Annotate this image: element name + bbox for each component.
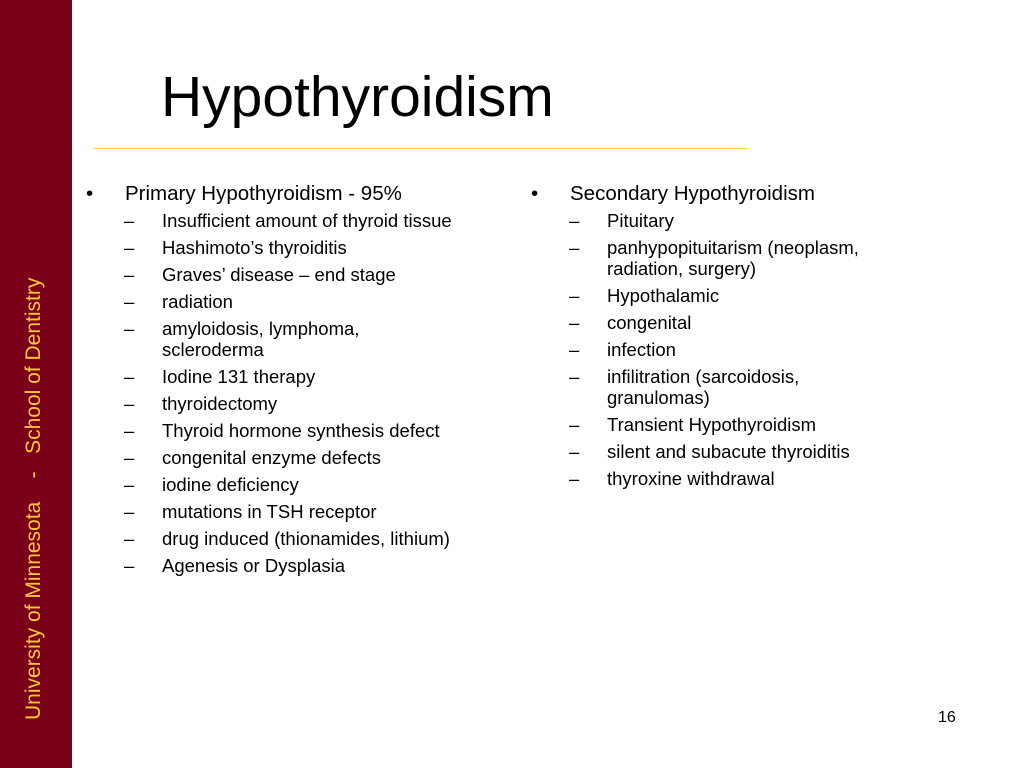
list-item-text: Graves’ disease – end stage bbox=[162, 264, 396, 285]
dash-marker: – bbox=[124, 447, 135, 468]
dash-marker: – bbox=[569, 441, 580, 462]
dash-marker: – bbox=[569, 210, 580, 231]
list-item bbox=[86, 393, 528, 414]
right-heading: Secondary Hypothyroidism bbox=[570, 182, 815, 205]
list-item bbox=[531, 414, 951, 435]
list-item bbox=[86, 447, 528, 468]
list-item bbox=[531, 366, 951, 408]
list-item bbox=[86, 555, 528, 576]
list-item bbox=[531, 237, 951, 279]
dash-marker: – bbox=[124, 318, 135, 339]
list-item bbox=[86, 501, 528, 522]
dash-marker: – bbox=[569, 468, 580, 489]
list-item-text: infilitration (sarcoidosis, granulomas) bbox=[607, 366, 800, 408]
list-item-text: amyloidosis, lymphoma, scleroderma bbox=[162, 318, 360, 360]
slide-title: Hypothyroidism bbox=[161, 65, 554, 129]
list-item-text: mutations in TSH receptor bbox=[162, 501, 377, 522]
dash-marker: – bbox=[569, 237, 580, 258]
dash-marker: – bbox=[124, 291, 135, 312]
list-item-text: silent and subacute thyroiditis bbox=[607, 441, 850, 462]
bullet-marker: • bbox=[531, 182, 539, 205]
title-underline bbox=[94, 148, 747, 149]
dash-marker: – bbox=[569, 339, 580, 360]
list-item bbox=[86, 318, 528, 360]
sidebar-institution-text: University of Minnesota - School of Dentistry bbox=[22, 277, 45, 720]
dash-marker: – bbox=[124, 210, 135, 231]
list-item-text: thyroidectomy bbox=[162, 393, 278, 414]
list-item-text: Insufficient amount of thyroid tissue bbox=[162, 210, 452, 231]
dash-marker: – bbox=[124, 393, 135, 414]
left-heading: Primary Hypothyroidism - 95% bbox=[125, 182, 402, 205]
list-item bbox=[86, 210, 528, 231]
list-item-text: radiation bbox=[162, 291, 233, 312]
dash-marker: – bbox=[569, 312, 580, 333]
list-item-text: iodine deficiency bbox=[162, 474, 299, 495]
dash-marker: – bbox=[569, 285, 580, 306]
list-item bbox=[531, 468, 951, 489]
list-item bbox=[531, 285, 951, 306]
dash-marker: – bbox=[124, 366, 135, 387]
right-sublist bbox=[531, 210, 951, 489]
list-item-text: congenital enzyme defects bbox=[162, 447, 382, 468]
list-item-text: Hashimoto’s thyroiditis bbox=[162, 237, 347, 258]
list-item-text: Iodine 131 therapy bbox=[162, 366, 316, 387]
right-column bbox=[531, 180, 951, 495]
left-bullet bbox=[86, 180, 528, 208]
list-item bbox=[531, 441, 951, 462]
list-item-text: Thyroid hormone synthesis defect bbox=[162, 420, 440, 441]
left-sublist bbox=[86, 210, 528, 576]
dash-marker: – bbox=[569, 366, 580, 387]
dash-marker: – bbox=[124, 528, 135, 549]
list-item-text: Pituitary bbox=[607, 210, 674, 231]
list-item bbox=[86, 237, 528, 258]
list-item bbox=[86, 366, 528, 387]
list-item-text: Transient Hypothyroidism bbox=[607, 414, 817, 435]
dash-marker: – bbox=[569, 414, 580, 435]
dash-marker: – bbox=[124, 264, 135, 285]
slide-number: 16 bbox=[938, 709, 956, 726]
dash-marker: – bbox=[124, 420, 135, 441]
list-item-text: Agenesis or Dysplasia bbox=[162, 555, 346, 576]
dash-marker: – bbox=[124, 501, 135, 522]
list-item bbox=[86, 420, 528, 441]
dash-marker: – bbox=[124, 237, 135, 258]
list-item-text: drug induced (thionamides, lithium) bbox=[162, 528, 450, 549]
list-item bbox=[86, 264, 528, 285]
right-bullet bbox=[531, 180, 951, 208]
list-item-text: Hypothalamic bbox=[607, 285, 720, 306]
list-item-text: thyroxine withdrawal bbox=[607, 468, 775, 489]
left-column bbox=[86, 180, 528, 582]
bullet-marker: • bbox=[86, 182, 94, 205]
dash-marker: – bbox=[124, 474, 135, 495]
list-item-text: congenital bbox=[607, 312, 692, 333]
list-item bbox=[86, 291, 528, 312]
list-item-text: panhypopituitarism (neoplasm, radiation, surgery) bbox=[607, 237, 859, 279]
sidebar-band bbox=[0, 0, 72, 768]
list-item bbox=[86, 528, 528, 549]
list-item bbox=[86, 474, 528, 495]
list-item bbox=[531, 339, 951, 360]
list-item bbox=[531, 210, 951, 231]
dash-marker: – bbox=[124, 555, 135, 576]
list-item bbox=[531, 312, 951, 333]
list-item-text: infection bbox=[607, 339, 676, 360]
